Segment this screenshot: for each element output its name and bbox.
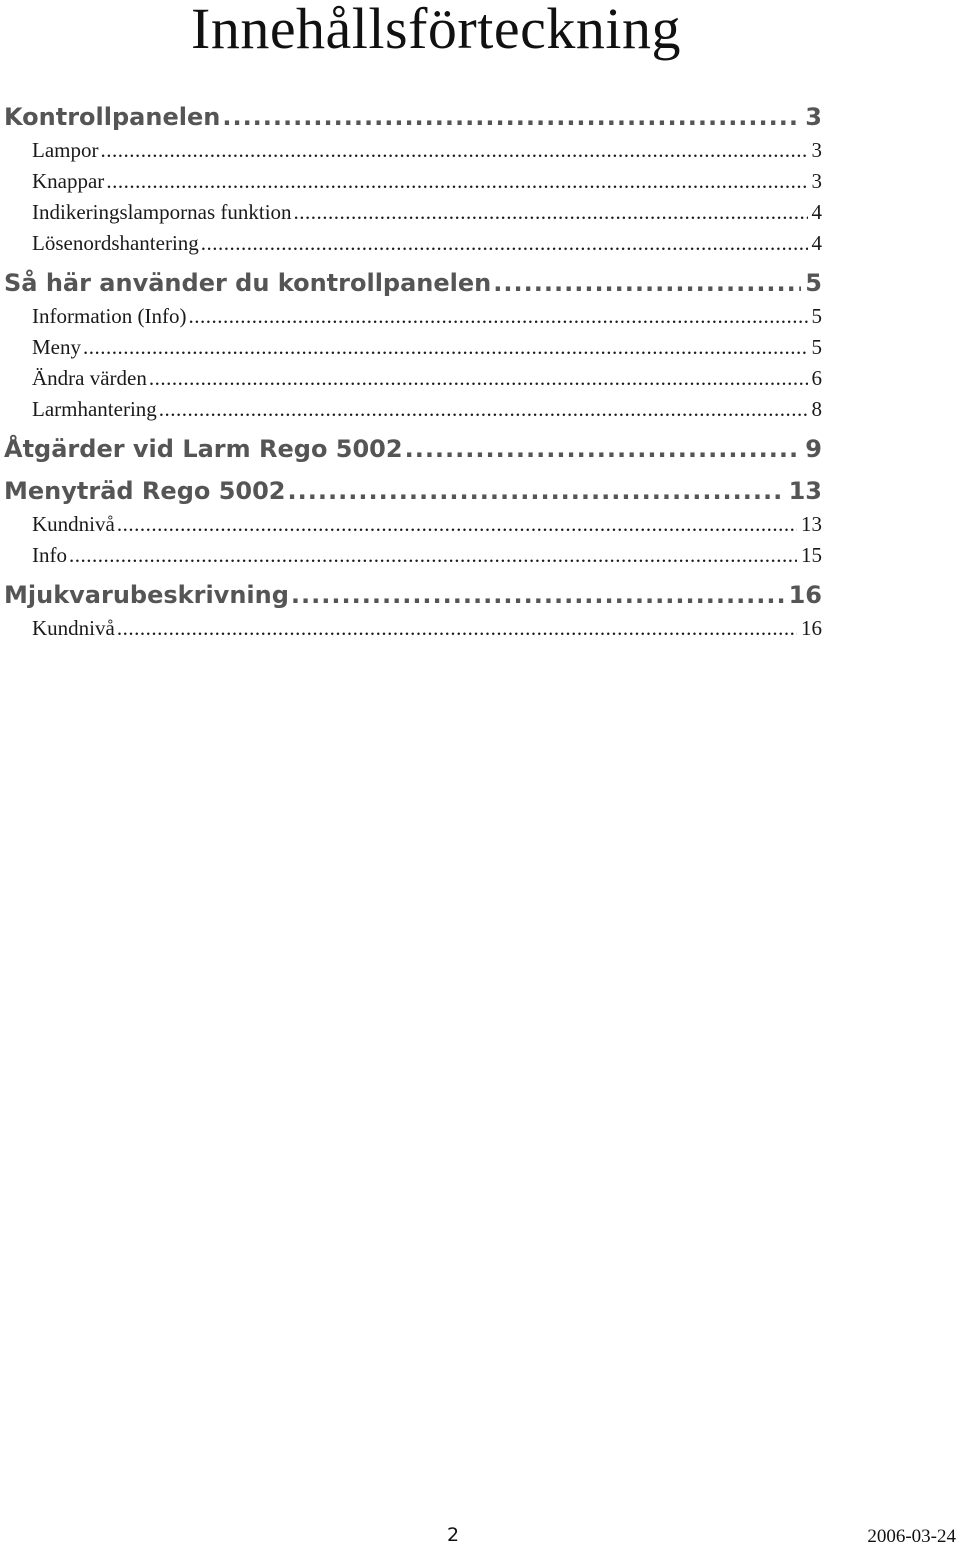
toc-subentry[interactable] xyxy=(32,395,822,423)
toc-entry-label: Kontrollpanelen xyxy=(4,103,221,131)
toc-dot-leader xyxy=(294,198,808,226)
toc-entry-page: 4 xyxy=(811,231,822,255)
toc-entry-page: 16 xyxy=(788,581,822,609)
toc-entry-label: Så här använder du kontrollpanelen xyxy=(4,269,492,297)
toc-entry-label: Kundnivå xyxy=(32,512,115,536)
footer-page-number: 2 xyxy=(447,1524,460,1546)
toc-entry-label: Lösenordshantering xyxy=(32,231,199,255)
toc-entry-page: 5 xyxy=(811,335,822,359)
toc-entry-page: 3 xyxy=(811,169,822,193)
toc-dot-leader xyxy=(201,229,808,257)
toc-entry-page: 15 xyxy=(801,543,822,567)
toc-subentry[interactable] xyxy=(32,136,822,164)
toc-dot-leader xyxy=(117,510,797,538)
toc-entry[interactable] xyxy=(4,267,822,299)
toc-subentry[interactable] xyxy=(32,333,822,361)
toc-dot-leader xyxy=(83,333,808,361)
toc-dot-leader xyxy=(106,167,807,195)
toc-dot-leader xyxy=(117,614,797,642)
toc-subentry[interactable] xyxy=(32,614,822,642)
toc-entry-page: 8 xyxy=(811,397,822,421)
toc-dot-leader xyxy=(100,136,807,164)
toc-entry-page: 16 xyxy=(801,616,822,640)
toc-entry-page: 3 xyxy=(805,103,822,131)
toc-subentry[interactable] xyxy=(32,364,822,392)
toc-entry-page: 13 xyxy=(788,477,822,505)
toc-dot-leader xyxy=(288,475,785,507)
toc-entry[interactable] xyxy=(4,101,822,133)
toc-entry-page: 9 xyxy=(805,435,822,463)
toc-entry-label: Ändra värden xyxy=(32,366,147,390)
toc-entry-label: Information (Info) xyxy=(32,304,187,328)
toc-entry-label: Knappar xyxy=(32,169,105,193)
toc-dot-leader xyxy=(222,101,801,133)
toc-entry-page: 3 xyxy=(811,138,822,162)
toc-entry-page: 6 xyxy=(811,366,822,390)
toc-entry-label: Kundnivå xyxy=(32,616,115,640)
toc-entry[interactable] xyxy=(4,433,822,465)
toc-subentry[interactable] xyxy=(32,510,822,538)
toc-dot-leader xyxy=(291,579,785,611)
toc-dot-leader xyxy=(159,395,808,423)
toc-subentry[interactable] xyxy=(32,541,822,569)
toc-subentry[interactable] xyxy=(32,302,822,330)
toc-entry-label: Menyträd Rego 5002 xyxy=(4,477,286,505)
toc-entry-page: 13 xyxy=(801,512,822,536)
toc-entry-page: 5 xyxy=(811,304,822,328)
toc-entry-label: Åtgärder vid Larm Rego 5002 xyxy=(4,435,403,463)
toc-entry-label: Larmhantering xyxy=(32,397,157,421)
toc-entry[interactable] xyxy=(4,579,822,611)
toc-entry-label: Mjukvarubeskrivning xyxy=(4,581,289,609)
toc-entry-label: Info xyxy=(32,543,67,567)
toc-subentry[interactable] xyxy=(32,198,822,226)
toc-dot-leader xyxy=(189,302,808,330)
toc-entry-page: 4 xyxy=(811,200,822,224)
toc-dot-leader xyxy=(493,267,801,299)
toc-entry-label: Indikeringslampornas funktion xyxy=(32,200,292,224)
toc-entry-page: 5 xyxy=(805,269,822,297)
toc-entry-label: Lampor xyxy=(32,138,99,162)
toc-dot-leader xyxy=(149,364,808,392)
toc-subentry[interactable] xyxy=(32,167,822,195)
page-title: Innehållsförteckning xyxy=(191,0,681,61)
toc-dot-leader xyxy=(69,541,797,569)
toc-subentry[interactable] xyxy=(32,229,822,257)
toc-entry-label: Meny xyxy=(32,335,81,359)
toc-entry[interactable] xyxy=(4,475,822,507)
footer-date: 2006-03-24 xyxy=(867,1526,956,1547)
toc-dot-leader xyxy=(405,433,802,465)
